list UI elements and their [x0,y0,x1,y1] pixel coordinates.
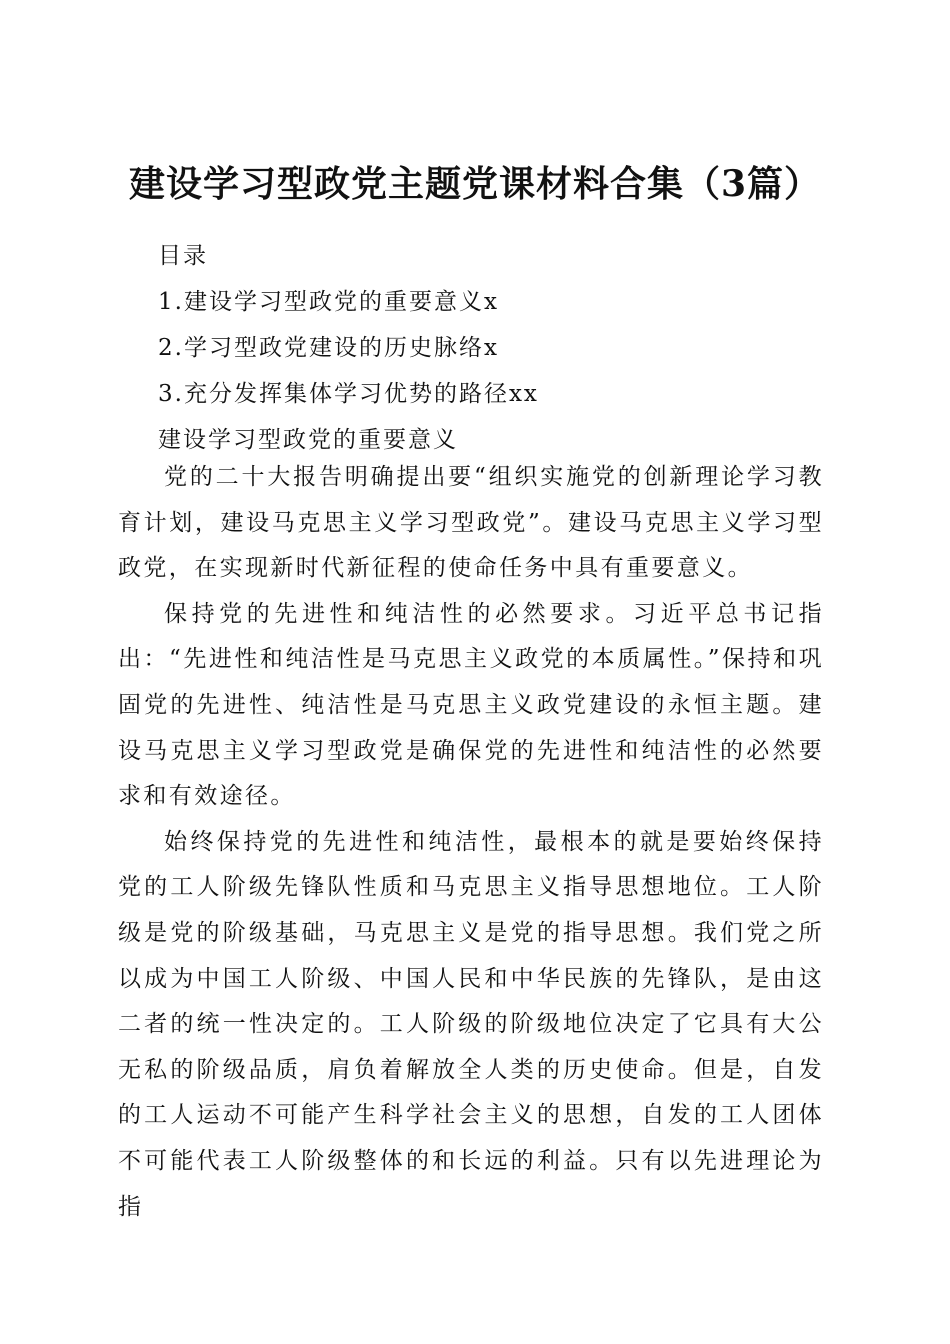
toc-item-3: 3.充分发挥集体学习优势的路径xx [158,381,539,407]
toc-item-1: 1.建设学习型政党的重要意义x [158,289,499,315]
section-title: 建设学习型政党的重要意义 [158,427,458,453]
document-title: 建设学习型政党主题党课材料合集（3篇） [128,163,822,206]
paragraph-1: 党的二十大报告明确提出要“组织实施党的创新理论学习教育计划，建设马克思主义学习型政党”。建设马克思主义学习型政党，在实现新时代新征程的使命任务中具有重要意义。 [118,464,824,582]
toc-heading: 目录 [158,243,208,269]
toc-item-2: 2.学习型政党建设的历史脉络x [158,335,499,361]
body-text [118,455,824,1230]
paragraph-3: 始终保持党的先进性和纯洁性，最根本的就是要始终保持党的工人阶级先锋队性质和马克思主义指导思想地位。工人阶级是党的阶级基础，马克思主义是党的指导思想。我们党之所以成为中国工人阶级、中国人民和中华民族的先锋队，是由这二者的统一性决定的。工人阶级的阶级地位决定了它具有大公无私的阶级品质，肩负着解放全人类的历史使命。但是，自发的工人运动不可能产生科学社会主义的思想，自发的工人团体不可能代表工人阶级整体的和长远的利益。只有以先进理论为指 [118,828,824,1220]
table-of-contents [158,233,838,463]
paragraph-2: 保持党的先进性和纯洁性的必然要求。习近平总书记指出：“先进性和纯洁性是马克思主义政党的本质属性。”保持和巩固党的先进性、纯洁性是马克思主义政党建设的永恒主题。建设马克思主义学习型政党是确保党的先进性和纯洁性的必然要求和有效途径。 [118,600,824,810]
